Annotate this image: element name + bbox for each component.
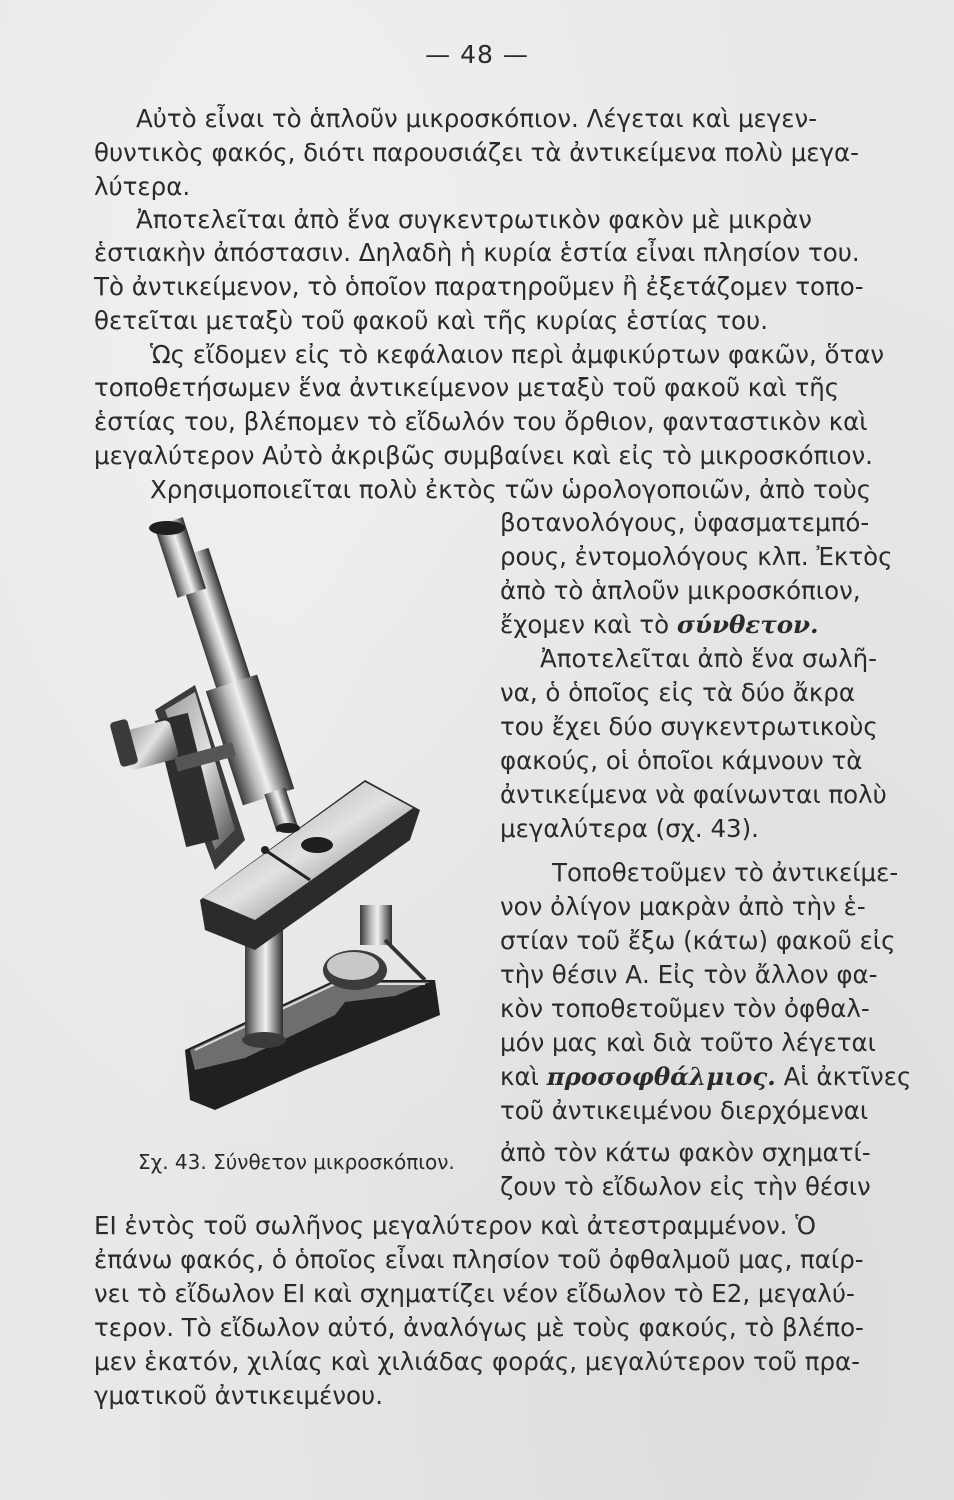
figure-caption: Σχ. 43. Σύνθετον μικροσκόπιον.	[138, 1150, 455, 1174]
text-line: βοτανολόγους, ὑφασματεμπό-	[500, 508, 870, 537]
text-line: ἑστίας του, βλέπομεν τὸ εἴδωλόν του ὄρθιον, φανταστικὸν καὶ	[94, 407, 868, 436]
text-line: ρους, ἐντομολόγους κλπ. Ἐκτὸς	[500, 542, 893, 571]
text-line: ζουν τὸ εἴδωλον εἰς τὴν θέσιν	[500, 1172, 871, 1201]
text-line: ἀπὸ τὸν κάτω φακὸν σχηματί-	[500, 1138, 871, 1167]
text-line: κὸν τοποθετοῦμεν τὸν ὀφθαλ-	[500, 994, 870, 1023]
text-line: μόν μας καὶ διὰ τοῦτο λέγεται	[500, 1028, 876, 1057]
text-line: ἔχομεν καὶ τὸ σύνθετον.	[500, 610, 819, 639]
text-line: να, ὁ ὁποῖος εἰς τὰ δύο ἄκρα	[500, 678, 855, 707]
text-line: Ὡς εἴδομεν εἰς τὸ κεφάλαιον περὶ ἀμφικύρτων φακῶν, ὅταν	[150, 340, 885, 369]
text-line: Ἀποτελεῖται ἀπὸ ἕνα σωλῆ-	[540, 644, 877, 673]
text-line: μεν ἑκατόν, χιλίας καὶ χιλιάδας φοράς, μεγαλύτερον τοῦ πρα-	[94, 1347, 861, 1376]
text-line: ἀπὸ τὸ ἁπλοῦν μικροσκόπιον,	[500, 576, 861, 605]
text-line: θυντικὸς φακός, διότι παρουσιάζει τὰ ἀντικείμενα πολὺ μεγα-	[94, 138, 860, 167]
microscope-pillar	[242, 930, 286, 1048]
text-line: Τοποθετοῦμεν τὸ ἀντικείμε-	[552, 858, 899, 887]
microscope-figure	[95, 510, 475, 1135]
text-line: τοῦ ἀντικειμένου διερχόμεναι	[500, 1096, 869, 1125]
text-line: νον ὀλίγον μακρὰν ἀπὸ τὴν ἑ-	[500, 892, 866, 921]
text-line: γματικοῦ ἀντικειμένου.	[94, 1381, 383, 1410]
emphasis-prosofthalmios: προσοφθάλμιος.	[546, 1062, 776, 1091]
text-line: στίαν τοῦ ἔξω (κάτω) φακοῦ εἰς	[500, 926, 896, 955]
text-line: καὶ προσοφθάλμιος. Αἱ ἀκτῖνες	[500, 1062, 912, 1091]
text-line: τὴν θέσιν Α. Εἰς τὸν ἄλλον φα-	[500, 960, 878, 989]
microscope-mirror	[323, 905, 425, 990]
text-line: Αὐτὸ εἶναι τὸ ἁπλοῦν μικροσκόπιον. Λέγεται καὶ μεγεν-	[136, 104, 818, 133]
text-line: νει τὸ εἴδωλον ΕΙ καὶ σχηματίζει νέον εἴδωλον τὸ Ε2, μεγαλύ-	[94, 1279, 855, 1308]
text-line: του ἔχει δύο συγκεντρωτικοὺς	[500, 712, 878, 741]
text-line: τοποθετήσωμεν ἕνα ἀντικείμενον μεταξὺ τοῦ φακοῦ καὶ τῆς	[94, 373, 840, 402]
text-line: Ἀποτελεῖται ἀπὸ ἕνα συγκεντρωτικὸν φακὸν μὲ μικρὰν	[136, 205, 812, 234]
page-number: — 48 —	[425, 40, 529, 69]
text-line: φακούς, οἱ ὁποῖοι κάμνουν τὰ	[500, 746, 863, 775]
text-line: λύτερα.	[94, 172, 191, 201]
text-line: μεγαλύτερα (σχ. 43).	[500, 814, 759, 843]
text-line: θετεῖται μεταξὺ τοῦ φακοῦ καὶ τῆς κυρίας ἑστίας του.	[94, 306, 768, 335]
text-line: Χρησιμοποιεῖται πολὺ ἐκτὸς τῶν ὡρολογοποιῶν, ἀπὸ τοὺς	[150, 475, 872, 504]
text-line: τερον. Τὸ εἴδωλον αὐτό, ἀναλόγως μὲ τοὺς φακούς, τὸ βλέπο-	[94, 1313, 864, 1342]
text-line: ΕΙ ἐντὸς τοῦ σωλῆνος μεγαλύτερον καὶ ἀτεστραμμένον. Ὁ	[94, 1211, 817, 1240]
emphasis-syntheton: σύνθετον.	[676, 610, 819, 639]
microscope-base	[185, 980, 440, 1110]
text-line: ἀντικείμενα νὰ φαίνωνται πολὺ	[500, 780, 887, 809]
text-line: Τὸ ἀντικείμενον, τὸ ὁποῖον παρατηροῦμεν ἢ ἐξετάζομεν τοπο-	[94, 272, 864, 301]
text-line: μεγαλύτερον Αὐτὸ ἀκριβῶς συμβαίνει καὶ εἰς τὸ μικροσκόπιον.	[94, 441, 873, 470]
text-line: ἐπάνω φακός, ὁ ὁποῖος εἶναι πλησίον τοῦ ὀφθαλμοῦ μας, παίρ-	[94, 1245, 864, 1274]
text-line: ἑστιακὴν ἀπόστασιν. Δηλαδὴ ἡ κυρία ἑστία εἶναι πλησίον του.	[94, 238, 860, 267]
